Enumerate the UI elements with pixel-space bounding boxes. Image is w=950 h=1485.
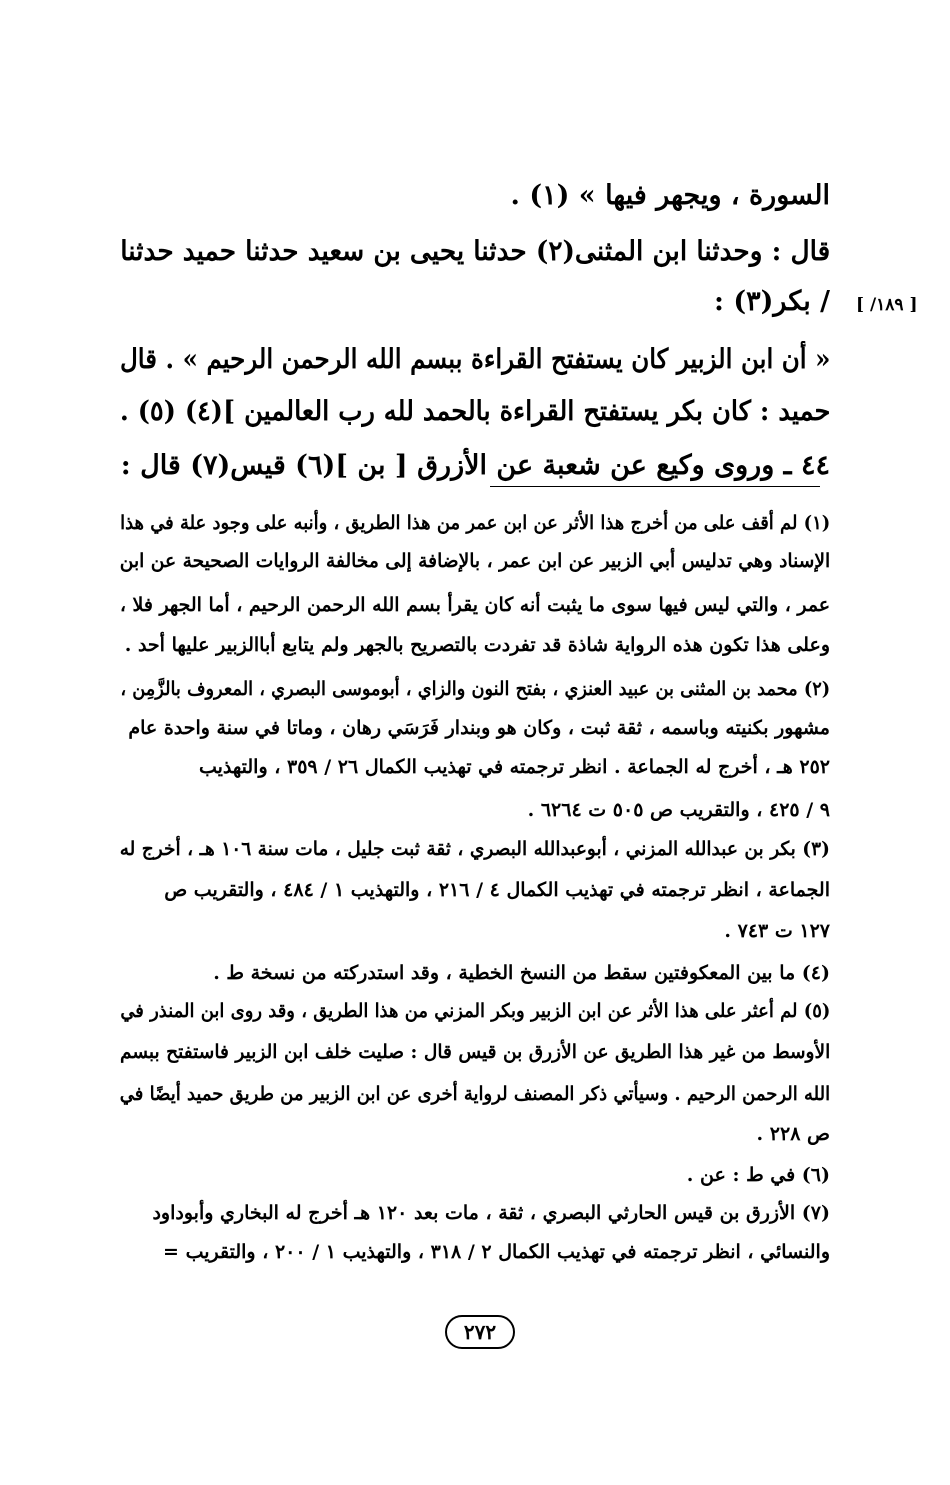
- footnote-line: عمر ، والتي ليس فيها سوى ما يثبت أنه كان يقرأ بسم الله الرحمن الرحيم ، أما الجهر فلا ،: [119, 594, 830, 616]
- main-text-line: ٤٤ ـ وروى وكيع عن شعبة عن الأزرق [ بن ](٦) قيس(٧) قال :: [120, 450, 830, 481]
- footnote-line: الله الرحمن الرحيم . وسيأتي ذكر المصنف لرواية أخرى عن ابن الزبير من طريق حميد أيضًا في: [119, 1083, 830, 1105]
- page-number: ٢٧٢: [445, 1315, 515, 1349]
- margin-page-reference: [ ١٨٩/ ]: [856, 295, 918, 315]
- footnote-line: (٣) بكر بن عبدالله المزني ، أبوعبدالله البصري ، ثقة ثبت جليل ، مات سنة ١٠٦ هـ ، أخرج له: [119, 838, 830, 860]
- main-text-line: / بكر(٣) :: [713, 286, 830, 317]
- footnote-line: والنسائي ، انظر ترجمته في تهذيب الكمال ٢ / ٣١٨ ، والتهذيب ١ / ٢٠٠ ، والتقريب =: [163, 1241, 830, 1263]
- footnote-line: (٧) الأزرق بن قيس الحارثي البصري ، ثقة ، مات بعد ١٢٠ هـ أخرج له البخاري وأبوداود: [152, 1202, 830, 1224]
- main-text-line: حميد : كان بكر يستفتح القراءة بالحمد لله رب العالمين ](٤) (٥) .: [119, 396, 831, 427]
- main-text-line: السورة ، ويجهر فيها » (١) .: [510, 180, 830, 211]
- footnote-line: الأوسط من غير هذا الطريق عن الأزرق بن قيس قال : صليت خلف ابن الزبير فاستفتح ببسم: [119, 1041, 830, 1063]
- footnote-line: الإسناد وهي تدليس أبي الزبير عن ابن عمر ، بالإضافة إلى مخالفة الروايات الصحيحة عن ابن: [119, 550, 830, 572]
- footnote-line: (٤) ما بين المعكوفتين سقط من النسخ الخطية ، وقد استدركته من نسخة ط .: [213, 962, 830, 984]
- footnote-line: (٦) في ط : عن .: [686, 1164, 830, 1186]
- footnote-line: (٥) لم أعثر على هذا الأثر عن ابن الزبير وبكر المزني من هذا الطريق ، وقد روى ابن المنذر في: [119, 1000, 830, 1022]
- footnote-line: ص ٢٢٨ .: [756, 1123, 830, 1145]
- footnote-line: (٢) محمد بن المثنى بن عبيد العنزي ، بفتح النون والزاي ، أبوموسى البصري ، المعروف بالزَّمِن ،: [120, 678, 830, 700]
- footnote-separator: [490, 486, 820, 487]
- footnote-line: ١٢٧ ت ٧٤٣ .: [724, 920, 830, 942]
- footnote-line: وعلى هذا تكون هذه الرواية شاذة قد تفردت بالتصريح بالجهر ولم يتابع أباالزبير عليها أحد .: [124, 634, 830, 656]
- main-text-line: « أن ابن الزبير كان يستفتح القراءة ببسم الله الرحمن الرحيم » . قال: [119, 344, 830, 375]
- footnote-line: ٢٥٢ هـ ، أخرج له الجماعة . انظر ترجمته في تهذيب الكمال ٢٦ / ٣٥٩ ، والتهذيب: [198, 756, 830, 778]
- footnote-line: مشهور بكنيته وباسمه ، ثقة ثبت ، وكان هو وبندار فَرَسَي رهان ، وماتا في سنة واحدة عام: [128, 717, 830, 739]
- main-text-line: قال : وحدثنا ابن المثنى(٢) حدثنا يحيى بن سعيد حدثنا حميد حدثنا: [120, 236, 830, 267]
- footnote-line: ٩ / ٤٢٥ ، والتقريب ص ٥٠٥ ت ٦٢٦٤ .: [527, 799, 830, 821]
- footnote-line: (١) لم أقف على من أخرج هذا الأثر عن ابن عمر من هذا الطريق ، وأنبه على وجود علة في هذا: [119, 512, 830, 534]
- footnote-line: الجماعة ، انظر ترجمته في تهذيب الكمال ٤ / ٢١٦ ، والتهذيب ١ / ٤٨٤ ، والتقريب ص: [164, 879, 830, 901]
